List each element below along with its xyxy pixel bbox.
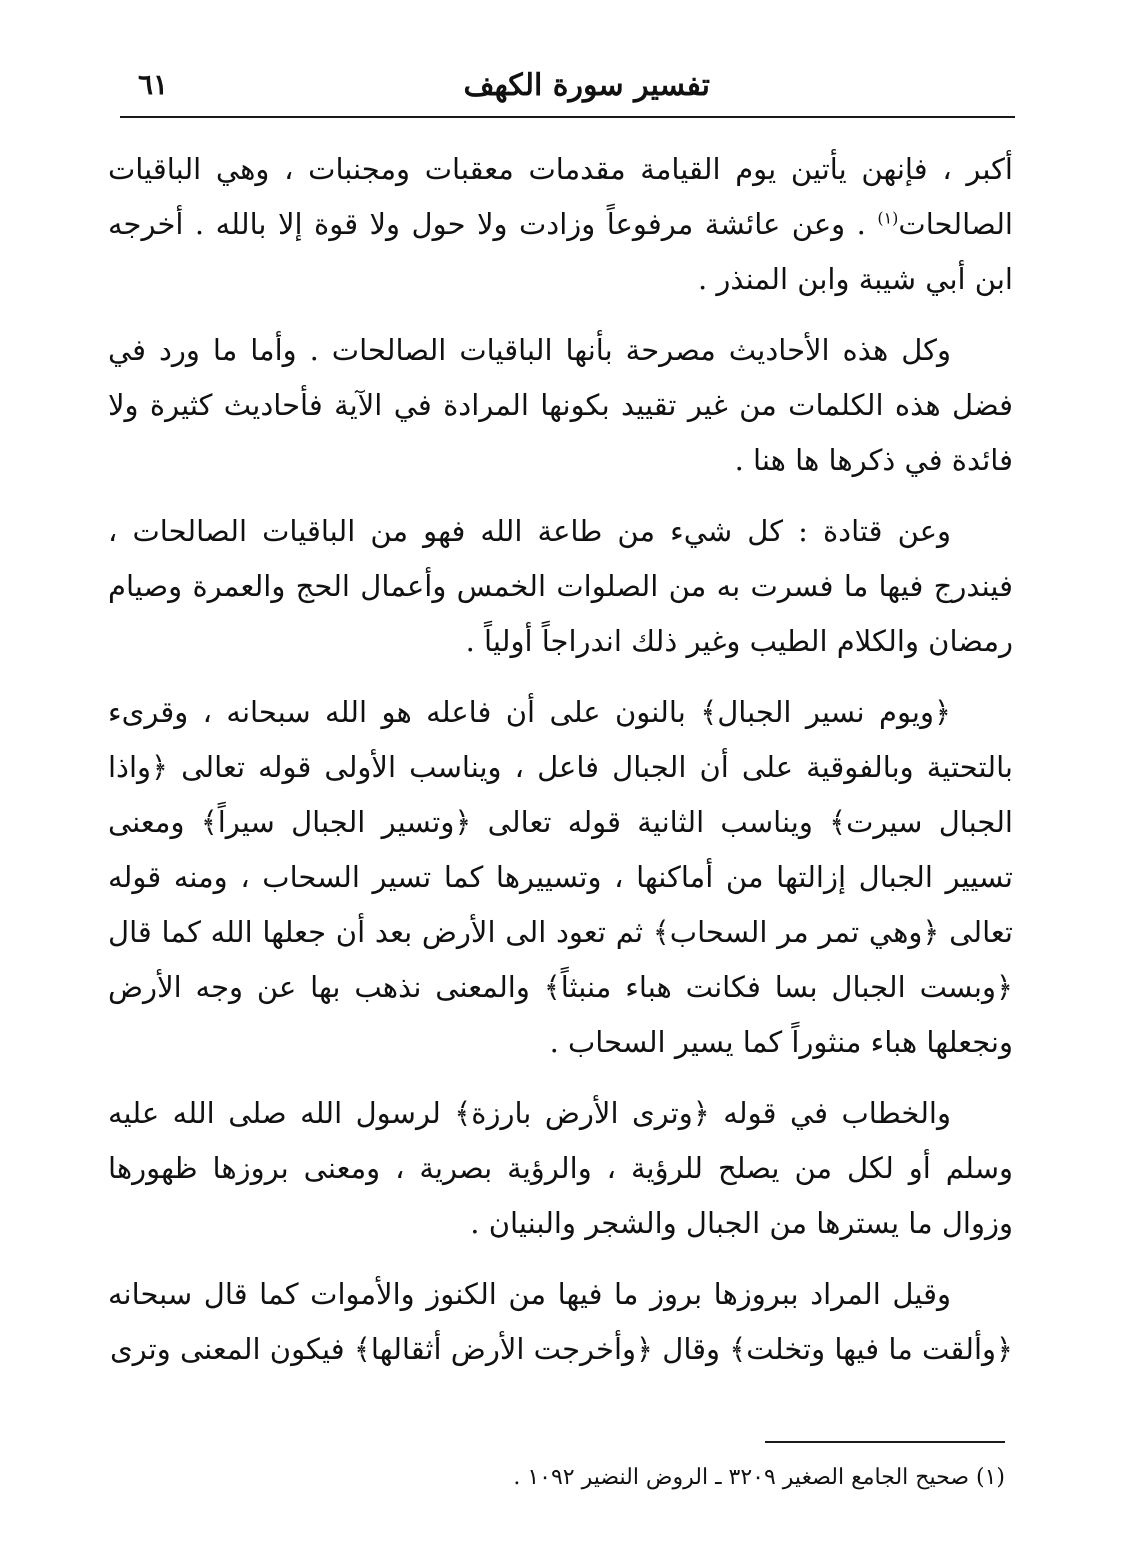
header-divider [120, 116, 1015, 118]
paragraph: وكل هذه الأحاديث مصرحة بأنها الباقيات الصالحات . وأما ما ورد في فضل هذه الكلمات من غير تقييد بكونها المرادة في الآية فأحاديث كثيرة ولا فائدة في ذكرها ها هنا . [108, 333, 1013, 477]
paragraph-text: أكبر ، فإنهن يأتين يوم القيامة مقدمات معقبات ومجنبات ، وهي الباقيات الصالحات [108, 152, 1013, 241]
main-text [108, 142, 1013, 1377]
footnote: (١) صحيح الجامع الصغير ٣٢٠٩ ـ الروض النضير ١٠٩٢ . [513, 1465, 1005, 1490]
paragraph: وعن قتادة : كل شيء من طاعة الله فهو من الباقيات الصالحات ، فيندرج فيها ما فسرت به من الصلوات الخمس وأعمال الحج والعمرة وصيام رمضان والكلام الطيب وغير ذلك اندراجاً أولياً . [108, 514, 1013, 658]
paragraph-text: . وعن عائشة مرفوعاً وزادت ولا حول ولا قوة إلا بالله . أخرجه ابن أبي شيبة وابن المنذر . [108, 207, 1013, 296]
paragraph: والخطاب في قوله ﴿وترى الأرض بارزة﴾ لرسول الله صلى الله عليه وسلم أو لكل من يصلح للرؤية ، والرؤية بصرية ، ومعنى بروزها ظهورها وزوال ما يسترها من الجبال والشجر والبنيان . [108, 1096, 1013, 1240]
page-number: ٦١ [138, 68, 169, 101]
running-title: تفسير سورة الكهف [463, 68, 710, 103]
footnote-divider [765, 1441, 1005, 1443]
footnote-reference: (١) [877, 208, 899, 228]
paragraph: وقيل المراد ببروزها بروز ما فيها من الكنوز والأموات كما قال سبحانه ﴿وألقت ما فيها وتخلت﴾ وقال ﴿وأخرجت الأرض أثقالها﴾ فيكون المعنى وترى [108, 1277, 1013, 1366]
page-header [120, 64, 1010, 112]
paragraph-continuation [108, 142, 1013, 307]
paragraph: ﴿ويوم نسير الجبال﴾ بالنون على أن فاعله هو الله سبحانه ، وقرىء بالتحتية وبالفوقية على أن الجبال فاعل ، ويناسب الأولى قوله تعالى ﴿واذا الجبال سيرت﴾ ويناسب الثانية قوله تعالى ﴿وتسير الجبال سيراً﴾ ومعنى تسيير الجبال إزالتها من أماكنها ، وتسييرها كما تسير السحاب ، ومنه قوله تعالى ﴿وهي تمر مر السحاب﴾ ثم تعود الى الأرض بعد أن جعلها الله كما قال ﴿وبست الجبال بسا فكانت هباء منبثاً﴾ والمعنى نذهب بها عن وجه الأرض ونجعلها هباء منثوراً كما يسير السحاب . [108, 695, 1014, 1059]
